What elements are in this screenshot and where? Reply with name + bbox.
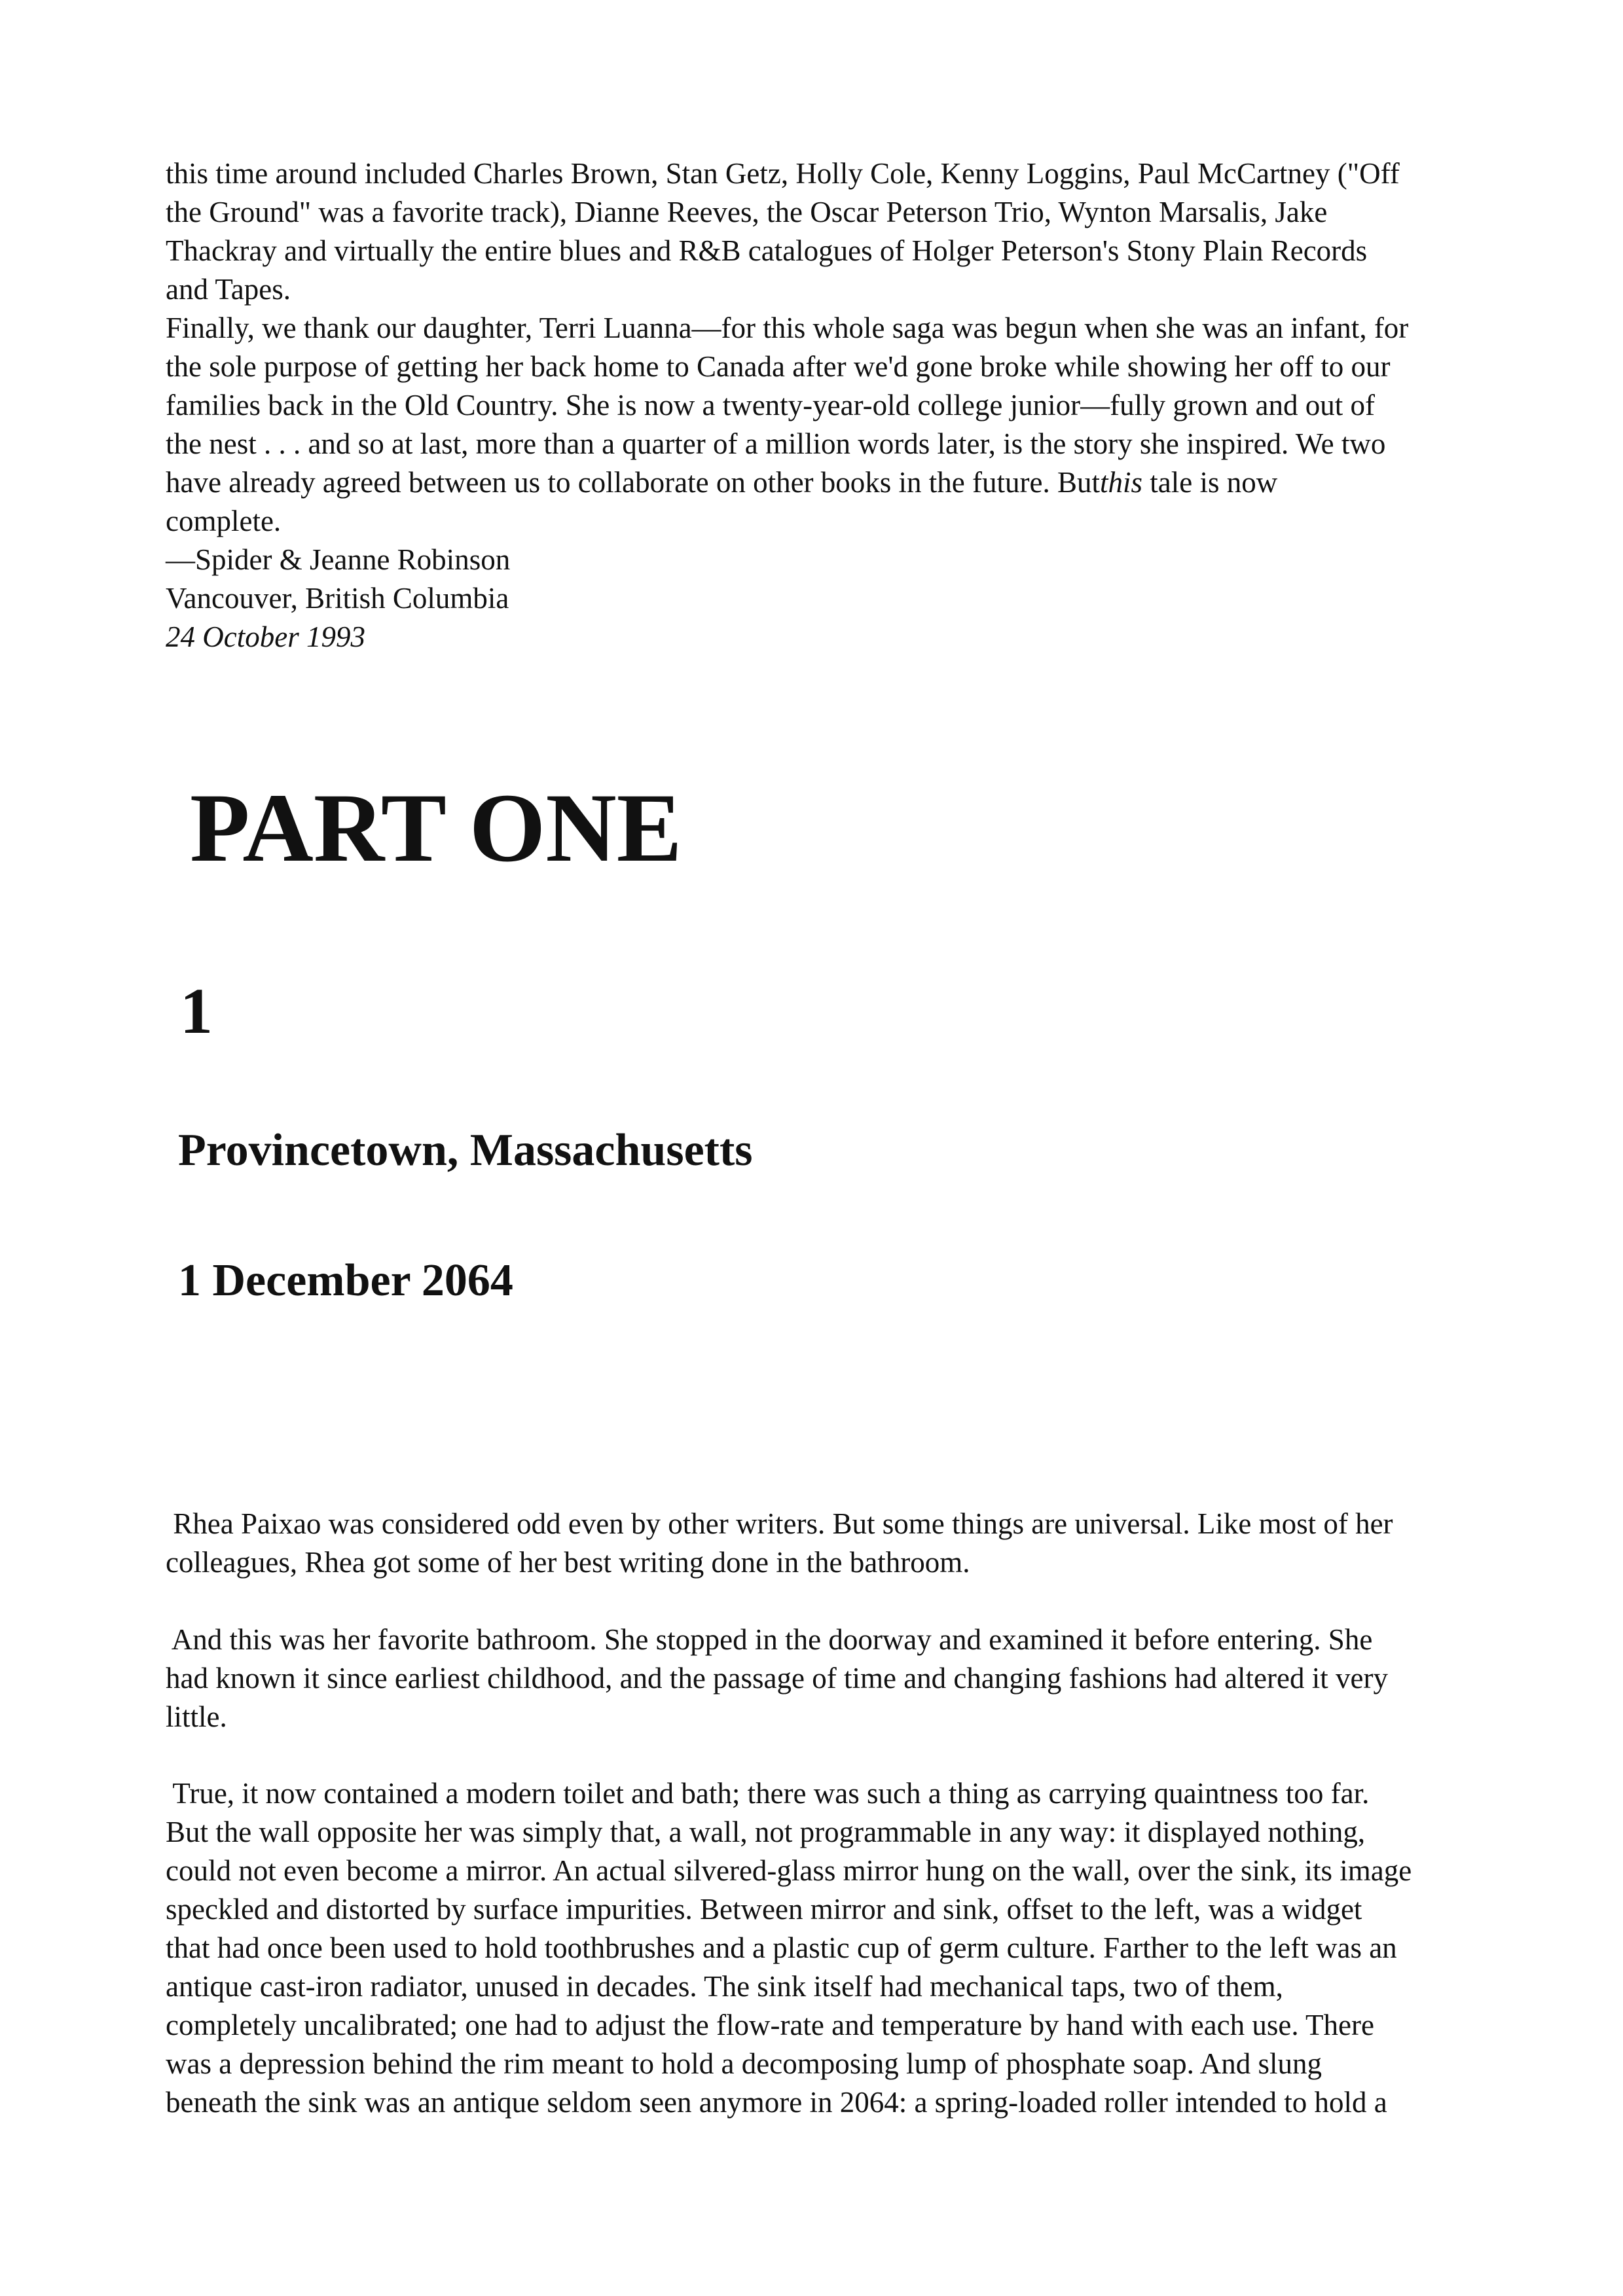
text-line: the nest . . . and so at last, more than a quarter of a million words later, is the story she inspired. We two (166, 427, 1386, 460)
acknowledgement-paragraph-1 (166, 154, 1475, 309)
text-fragment: tale is now (1142, 466, 1278, 499)
text-line: families back in the Old Country. She is now a twenty-year-old college junior—fully grown and out of (166, 389, 1376, 422)
text-line: the sole purpose of getting her back home to Canada after we'd gone broke while showing her off to our (166, 350, 1391, 383)
text-line: and Tapes. (166, 273, 291, 306)
chapter-place-heading: Provincetown, Massachusetts (178, 1125, 753, 1175)
chapter-number: 1 (180, 975, 213, 1047)
text-line: was a depression behind the rim meant to hold a decomposing lump of phosphate soap. And slung (166, 2047, 1322, 2080)
text-line: this time around included Charles Brown, Stan Getz, Holly Cole, Kenny Loggins, Paul McCartney ("Off (166, 157, 1400, 190)
text-line: little. (166, 1700, 227, 1733)
text-line: True, it now contained a modern toilet and bath; there was such a thing as carrying quaintness too far. (166, 1777, 1370, 1810)
chapter-paragraph-1 (166, 1505, 1475, 1582)
text-line: Rhea Paixao was considered odd even by other writers. But some things are universal. Like most of her (166, 1507, 1393, 1540)
text-line: completely uncalibrated; one had to adjust the flow-rate and temperature by hand with each use. There (166, 2009, 1374, 2041)
text-line: speckled and distorted by surface impurities. Between mirror and sink, offset to the left, was a widget (166, 1893, 1362, 1926)
text-line: Thackray and virtually the entire blues and R&B catalogues of Holger Peterson's Stony Plain Records (166, 234, 1368, 267)
text-line: could not even become a mirror. An actual silvered-glass mirror hung on the wall, over the sink, its image (166, 1854, 1412, 1887)
chapter-paragraph-3 (166, 1774, 1475, 2122)
text-line: antique cast-iron radiator, unused in decades. The sink itself had mechanical taps, two of them, (166, 1970, 1283, 2003)
acknowledgement-paragraph-2 (166, 309, 1475, 656)
text-line: And this was her favorite bathroom. She stopped in the doorway and examined it before entering. She (166, 1623, 1373, 1656)
signature: —Spider & Jeanne Robinson (166, 543, 511, 576)
part-title: PART ONE (190, 774, 682, 882)
text-line: the Ground" was a favorite track), Dianne Reeves, the Oscar Peterson Trio, Wynton Marsalis, Jake (166, 196, 1328, 228)
emphasis-word: this (1100, 466, 1143, 499)
text-fragment: have already agreed between us to collaborate on other books in the future. But (166, 466, 1100, 499)
text-line: Finally, we thank our daughter, Terri Luanna—for this whole saga was begun when she was an infant, for (166, 312, 1409, 344)
chapter-date-heading: 1 December 2064 (178, 1255, 513, 1306)
text-line: colleagues, Rhea got some of her best writing done in the bathroom. (166, 1546, 970, 1579)
text-line: that had once been used to hold toothbrushes and a plastic cup of germ culture. Farther to the left was an (166, 1931, 1397, 1964)
text-line: beneath the sink was an antique seldom seen anymore in 2064: a spring-loaded roller intended to hold a (166, 2086, 1387, 2119)
text-line-with-emphasis (166, 463, 1475, 502)
signature-location: Vancouver, British Columbia (166, 582, 509, 615)
chapter-paragraph-2 (166, 1621, 1475, 1736)
signature-date: 24 October 1993 (166, 620, 365, 653)
text-line: had known it since earliest childhood, and the passage of time and changing fashions had altered it very (166, 1662, 1388, 1695)
text-line: complete. (166, 505, 282, 537)
text-line: But the wall opposite her was simply that, a wall, not programmable in any way: it displayed nothing, (166, 1816, 1366, 1848)
